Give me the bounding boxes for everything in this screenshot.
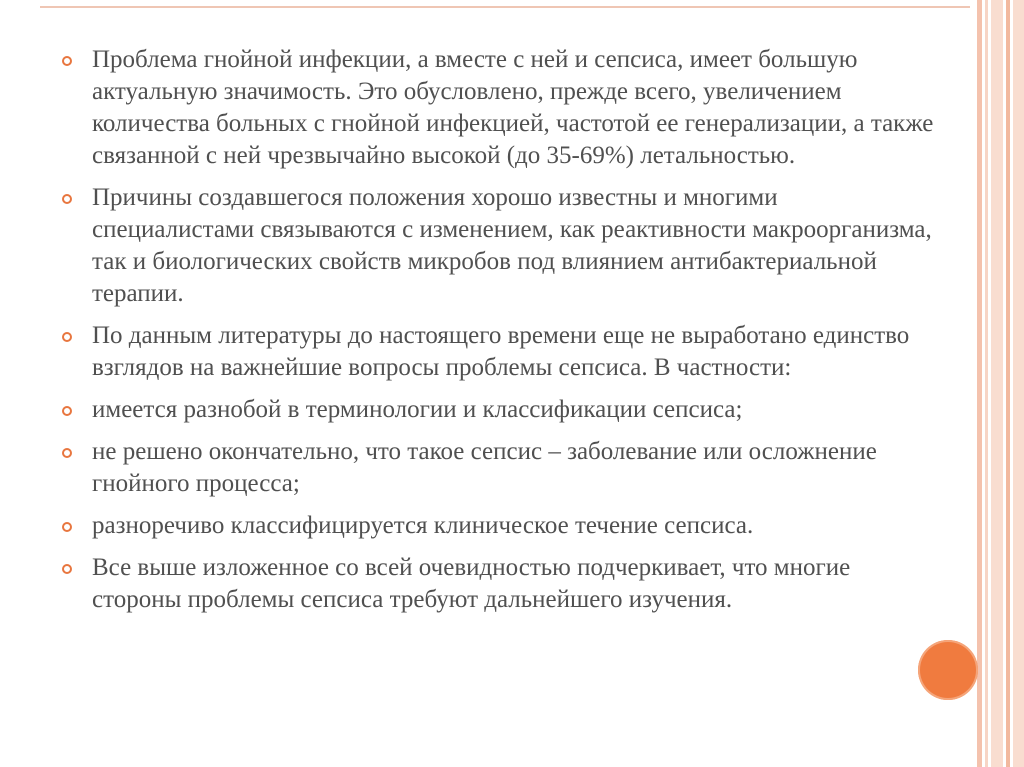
decorative-stripe: [1006, 0, 1010, 767]
bullet-text: Все выше изложенное со всей очевидностью подчеркивает, что многие стороны проблемы сепсиса требуют дальнейшего изучения.: [92, 554, 851, 613]
top-decorative-line: [40, 6, 970, 8]
bullet-text: Причины создавшегося положения хорошо известны и многими специалистами связываются с изменением, как реактивности макроорганизма, так и биологических свойств микробов под влиянием антибактериальной терапии.: [92, 184, 932, 307]
bullet-item: [56, 44, 936, 172]
bullet-circle-icon: [62, 194, 72, 204]
bullet-circle-icon: [62, 332, 72, 342]
decorative-stripe: [991, 0, 1003, 767]
bullet-item: [56, 552, 936, 616]
bullet-text: Проблема гнойной инфекции, а вместе с ней и сепсиса, имеет большую актуальную значимость. Это обусловлено, прежде всего, увеличением количества больных с гнойной инфекцией, частотой ее генерализации, а также связанной с ней чрезвычайно высокой (до 35-69%) летальностью.: [92, 46, 934, 169]
decorative-stripe: [977, 0, 982, 767]
bullet-circle-icon: [62, 522, 72, 532]
bullet-item: [56, 182, 936, 310]
decorative-circle: [918, 640, 978, 700]
bullet-text: По данным литературы до настоящего времени еще не выработано единство взглядов на важнейшие вопросы проблемы сепсиса. В частности:: [92, 322, 910, 381]
bullet-item: [56, 394, 936, 426]
bullet-text: разноречиво классифицируется клиническое течение сепсиса.: [92, 512, 754, 539]
bullet-list: [56, 44, 936, 626]
bullet-item: [56, 320, 936, 384]
bullet-circle-icon: [62, 406, 72, 416]
bullet-circle-icon: [62, 56, 72, 66]
bullet-circle-icon: [62, 448, 72, 458]
bullet-text: имеется разнобой в терминологии и классификации сепсиса;: [92, 396, 743, 423]
decorative-stripe: [1013, 0, 1024, 767]
bullet-item: [56, 510, 936, 542]
bullet-item: [56, 436, 936, 500]
bullet-circle-icon: [62, 564, 72, 574]
decorative-stripe: [985, 0, 988, 767]
bullet-text: не решено окончательно, что такое сепсис – заболевание или осложнение гнойного процесса;: [92, 438, 877, 497]
